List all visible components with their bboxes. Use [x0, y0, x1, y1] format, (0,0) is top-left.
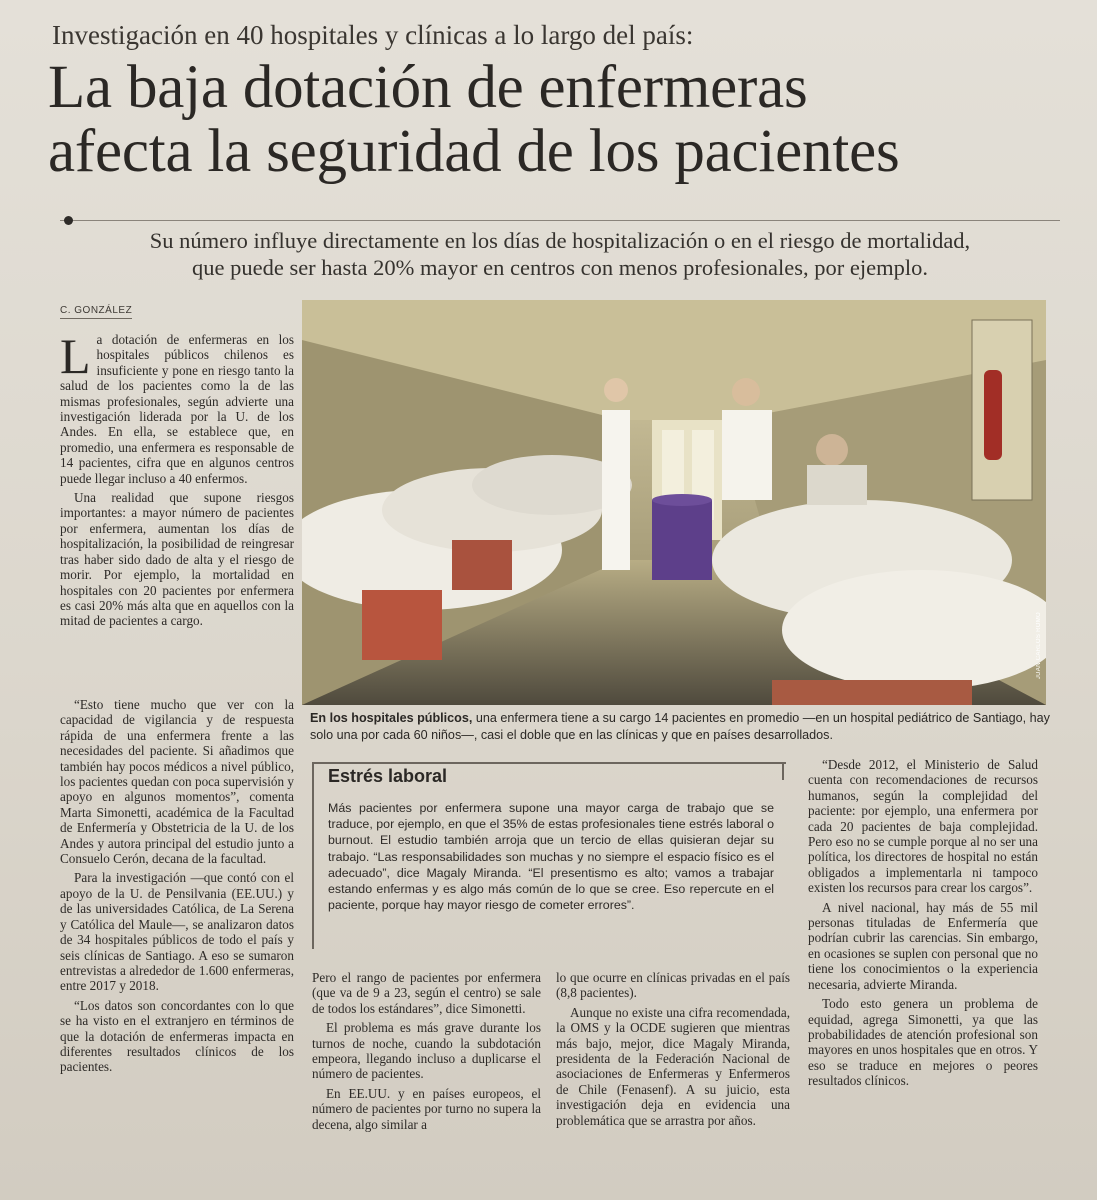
photo-illustration	[302, 300, 1046, 705]
body-column-3	[556, 970, 790, 1132]
deck-divider	[60, 220, 1060, 221]
photo-credit: JUAN CARLOS ROMO	[1036, 612, 1042, 680]
article-deck	[60, 227, 1060, 281]
body-column-1-lower	[60, 697, 294, 1079]
photo-caption	[310, 710, 1050, 744]
caption-lead: En los hospitales públicos,	[310, 711, 473, 725]
paragraph: lo que ocurre en clínicas privadas en el país (8,8 pacientes).	[556, 970, 790, 1001]
drop-cap: L	[60, 328, 91, 384]
sidebar-body: Más pacientes por enfermera supone una mayor carga de trabajo que se traduce, por ejemplo, en que el 35% de estas profesionales tiene estrés laboral o burnout. El estudio también arroja que un tercio de ellas quisieran dejar su trabajo. “Las responsabilidades son muchas y no siempre el espacio físico es el adecuado”, dice Magaly Miranda. “El presentismo es alto; vamos a trabajar estando enfermas y es algo más común de lo que se cree. Eso repercute en el paciente, porque hay mayor riesgo de cometer errores”.	[328, 801, 774, 913]
paragraph-lead	[60, 328, 294, 486]
hospital-ward-photo	[302, 300, 1046, 705]
caption-text: una enfermera tiene a su cargo 14 pacientes en promedio —en un hospital pediátrico de Santiago, hay solo una por cada 60 niños—, casi el doble que en las clínicas y que en países desarrollados.	[310, 711, 1050, 742]
paragraph: “Los datos son concordantes con lo que se ha visto en el extranjero en términos de que la dotación de enfermeras impacta en diferentes resultados clínicos de los pacientes.	[60, 997, 294, 1075]
headline-line-1: La baja dotación de enfermeras	[48, 54, 808, 121]
article-headline	[48, 56, 1088, 184]
deck-line-2: que puede ser hasta 20% mayor en centros con menos profesionales, por ejemplo.	[191, 255, 929, 280]
headline-line-2: afecta la seguridad de los pacientes	[48, 118, 900, 185]
sidebar-title: Estrés laboral	[328, 766, 448, 786]
paragraph: Para la investigación —que contó con el apoyo de la U. de Pensilvania (EE.UU.) y de las universidades Católica, de La Serena y Católica del Maule—, se analizaron datos de 34 hospitales públicos de todo el país y seis clínicas de Santiago. A eso se sumaron entrevistas a alrededor de 1.600 enfermeras, entre 2017 y 2018.	[60, 870, 294, 994]
deck-line-1: Su número influye directamente en los días de hospitalización o en el riesgo de mortalidad,	[149, 228, 971, 253]
lead-text: a dotación de enfermeras en los hospitales públicos chilenos es insuficiente y pone en riesgo tanto la salud de los pacientes como la de las mismas profesionales, según advierte una investigación liderada por la U. de los Andes. En ella, se establece que, en promedio, una enfermera es responsable de 14 pacientes, cifra que en algunos centros puede llegar incluso a 40 enfermos.	[60, 332, 294, 486]
paragraph: En EE.UU. y en países europeos, el número de pacientes por turno no supera la decena, algo similar a	[312, 1085, 541, 1132]
divider-bullet	[64, 216, 73, 225]
paragraph: Todo esto genera un problema de equidad, agrega Simonetti, ya que las probabilidades de atención profesional son mayores en unos hospitales que en otros. Y eso se traduce en mejores o peores resultados clínicos.	[808, 996, 1038, 1089]
paragraph: “Esto tiene mucho que ver con la capacidad de vigilancia y de respuesta rápida de una enfermera frente a las necesidades del paciente. Si añadimos que también hay pocos médicos a nivel público, los pacientes quedan con poca supervisión y apoyo en algunos momentos”, comenta Marta Simonetti, académica de la Facultad de Enfermería y Obstetricia de la U. de los Andes y autora principal del estudio junto a Consuelo Cerón, decana de la facultad.	[60, 697, 294, 867]
paragraph: El problema es más grave durante los turnos de noche, cuando la subdotación empeora, llegando incluso a duplicarse el número de pacientes.	[312, 1020, 541, 1082]
body-column-2	[312, 970, 541, 1136]
paragraph: “Desde 2012, el Ministerio de Salud cuenta con recomendaciones de recursos humanos, según la complejidad del paciente: por ejemplo, una enfermera por cada 20 pacientes de baja complejidad. Pero eso no se cumple porque al no ser una política, los directores de hospital no están obligados a implementarla ni tampoco existen los recursos para crear los cargos”.	[808, 757, 1038, 896]
body-column-4	[808, 757, 1038, 1093]
paragraph: A nivel nacional, hay más de 55 mil personas tituladas de Enfermería que podrían cubrir las carencias. Sin embargo, en ocasiones se suplen con personal que no tiene los conocimientos o la experiencia necesaria, advierte Miranda.	[808, 899, 1038, 992]
paragraph: Pero el rango de pacientes por enfermera (que va de 9 a 23, según el centro) se sale de todos los estándares”, dice Simonetti.	[312, 970, 541, 1016]
byline: C. GONZÁLEZ	[60, 305, 132, 319]
paragraph: Aunque no existe una cifra recomendada, la OMS y la OCDE sugieren que mientras más bajo, mejor, dice Magaly Miranda, presidenta de la Federación Nacional de asociaciones de Enfermeras y Enfermeros de Chile (Fenasenf). A su juicio, esta investigación deja en evidencia una problemática que se arrastra por años.	[556, 1004, 790, 1128]
sidebar-box-corner	[782, 762, 784, 780]
body-column-1	[60, 328, 294, 633]
article-kicker: Investigación en 40 hospitales y clínicas a lo largo del país:	[52, 20, 694, 50]
paragraph: Una realidad que supone riesgos importantes: a mayor número de pacientes por enfermera, aumentan los días de hospitalización, la posibilidad de reingresar tras haber sido dado de alta y el riesgo de morir. Por ejemplo, la mortalidad en hospitales con 20 pacientes por enfermera es casi 20% más alta que en aquellos con la mitad de pacientes a cargo.	[60, 490, 294, 629]
